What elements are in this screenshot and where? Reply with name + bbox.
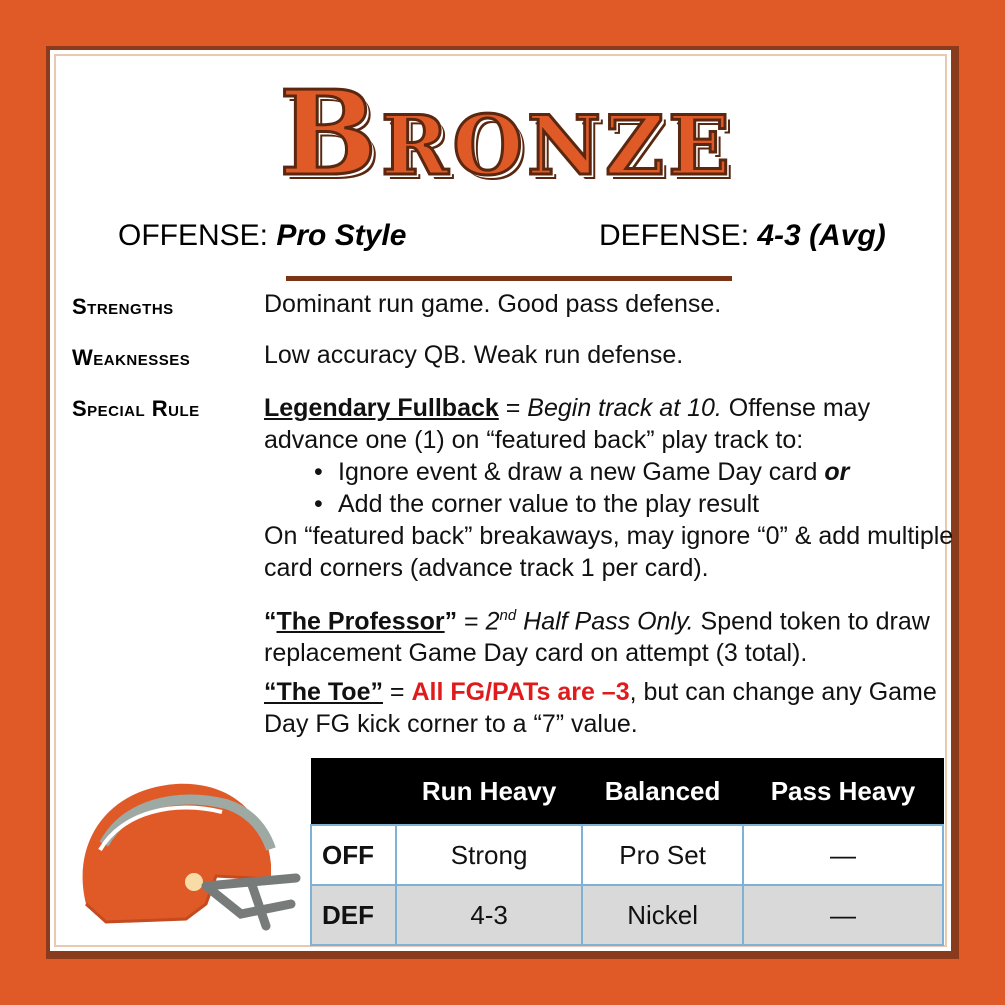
defense-line (599, 219, 886, 263)
table-cell: 4-3 (396, 885, 582, 945)
table-header (311, 759, 396, 826)
divider (286, 276, 732, 281)
rule3-red: All FG/PATs are –3 (411, 678, 630, 706)
playbook-table (310, 758, 944, 946)
rule-the-toe (264, 676, 954, 740)
bullet-text: Ignore event & draw a new Game Day card (338, 458, 825, 486)
rule2-close-quote: ” (444, 607, 458, 636)
rule3-name: “The Toe” (264, 678, 383, 706)
football-helmet-icon (66, 754, 306, 944)
rule1-tail: On “featured back” breakaways, may ignore “0” & add multiple card corners (advance track 1 per card). (264, 522, 954, 582)
offense-line (118, 219, 406, 263)
table-cell: Strong (396, 825, 582, 885)
bullet-emph: or (824, 458, 850, 486)
rule1-name: Legendary Fullback (264, 394, 499, 422)
rule3-eq: = (382, 678, 412, 706)
row-label: OFF (311, 825, 396, 885)
bullet-item (264, 488, 954, 520)
rule2-open-quote: “ (264, 607, 277, 636)
table-header: Run Heavy (396, 759, 582, 826)
table-cell: — (743, 825, 943, 885)
table-row (311, 885, 943, 945)
bullet-item (264, 456, 954, 488)
offense-label: OFFENSE: (118, 219, 269, 252)
rule2-name: The Professor (276, 607, 445, 636)
rule-the-professor (264, 600, 954, 669)
table-cell: Pro Set (582, 825, 743, 885)
table-header: Balanced (582, 759, 743, 826)
weaknesses-label: Weaknesses (72, 345, 191, 370)
defense-value: 4-3 (Avg) (757, 219, 886, 252)
rule1-text: Offense may advance one (1) on “featured back” play track to: (264, 394, 871, 454)
offense-value: Pro Style (276, 219, 407, 252)
table-cell: — (743, 885, 943, 945)
rule2-text: Spend token to draw replacement Game Day card on attempt (3 total). (264, 607, 930, 668)
table-header-row (311, 759, 943, 826)
bullet-text: Add the corner value to the play result (338, 490, 760, 518)
card (50, 50, 954, 951)
rule2-italic-post: Half Pass Only. (516, 607, 694, 636)
rule1-bullets (264, 456, 954, 520)
special-rule-label: Special Rule (72, 396, 200, 421)
weaknesses-text: Low accuracy QB. Weak run defense. (264, 341, 684, 369)
rule2-italic-pre: 2 (485, 607, 500, 636)
rule2-eq: = (457, 607, 486, 636)
strengths-label: Strengths (72, 294, 174, 319)
rule1-eq: = (498, 394, 528, 422)
title-area (54, 66, 959, 202)
defense-label: DEFENSE: (599, 219, 750, 252)
table-row (311, 825, 943, 885)
table-header: Pass Heavy (743, 759, 943, 826)
team-title: Bronze (279, 66, 734, 202)
rule2-sup: nd (499, 607, 517, 624)
row-label: DEF (311, 885, 396, 945)
rule-legendary-fullback (264, 392, 954, 584)
card-frame (46, 46, 959, 959)
table-cell: Nickel (582, 885, 743, 945)
strengths-text: Dominant run game. Good pass defense. (264, 290, 722, 318)
rule3-text: , but can change any Game Day FG kick corner to a “7” value. (264, 678, 937, 738)
rule1-italic: Begin track at 10. (527, 394, 722, 422)
